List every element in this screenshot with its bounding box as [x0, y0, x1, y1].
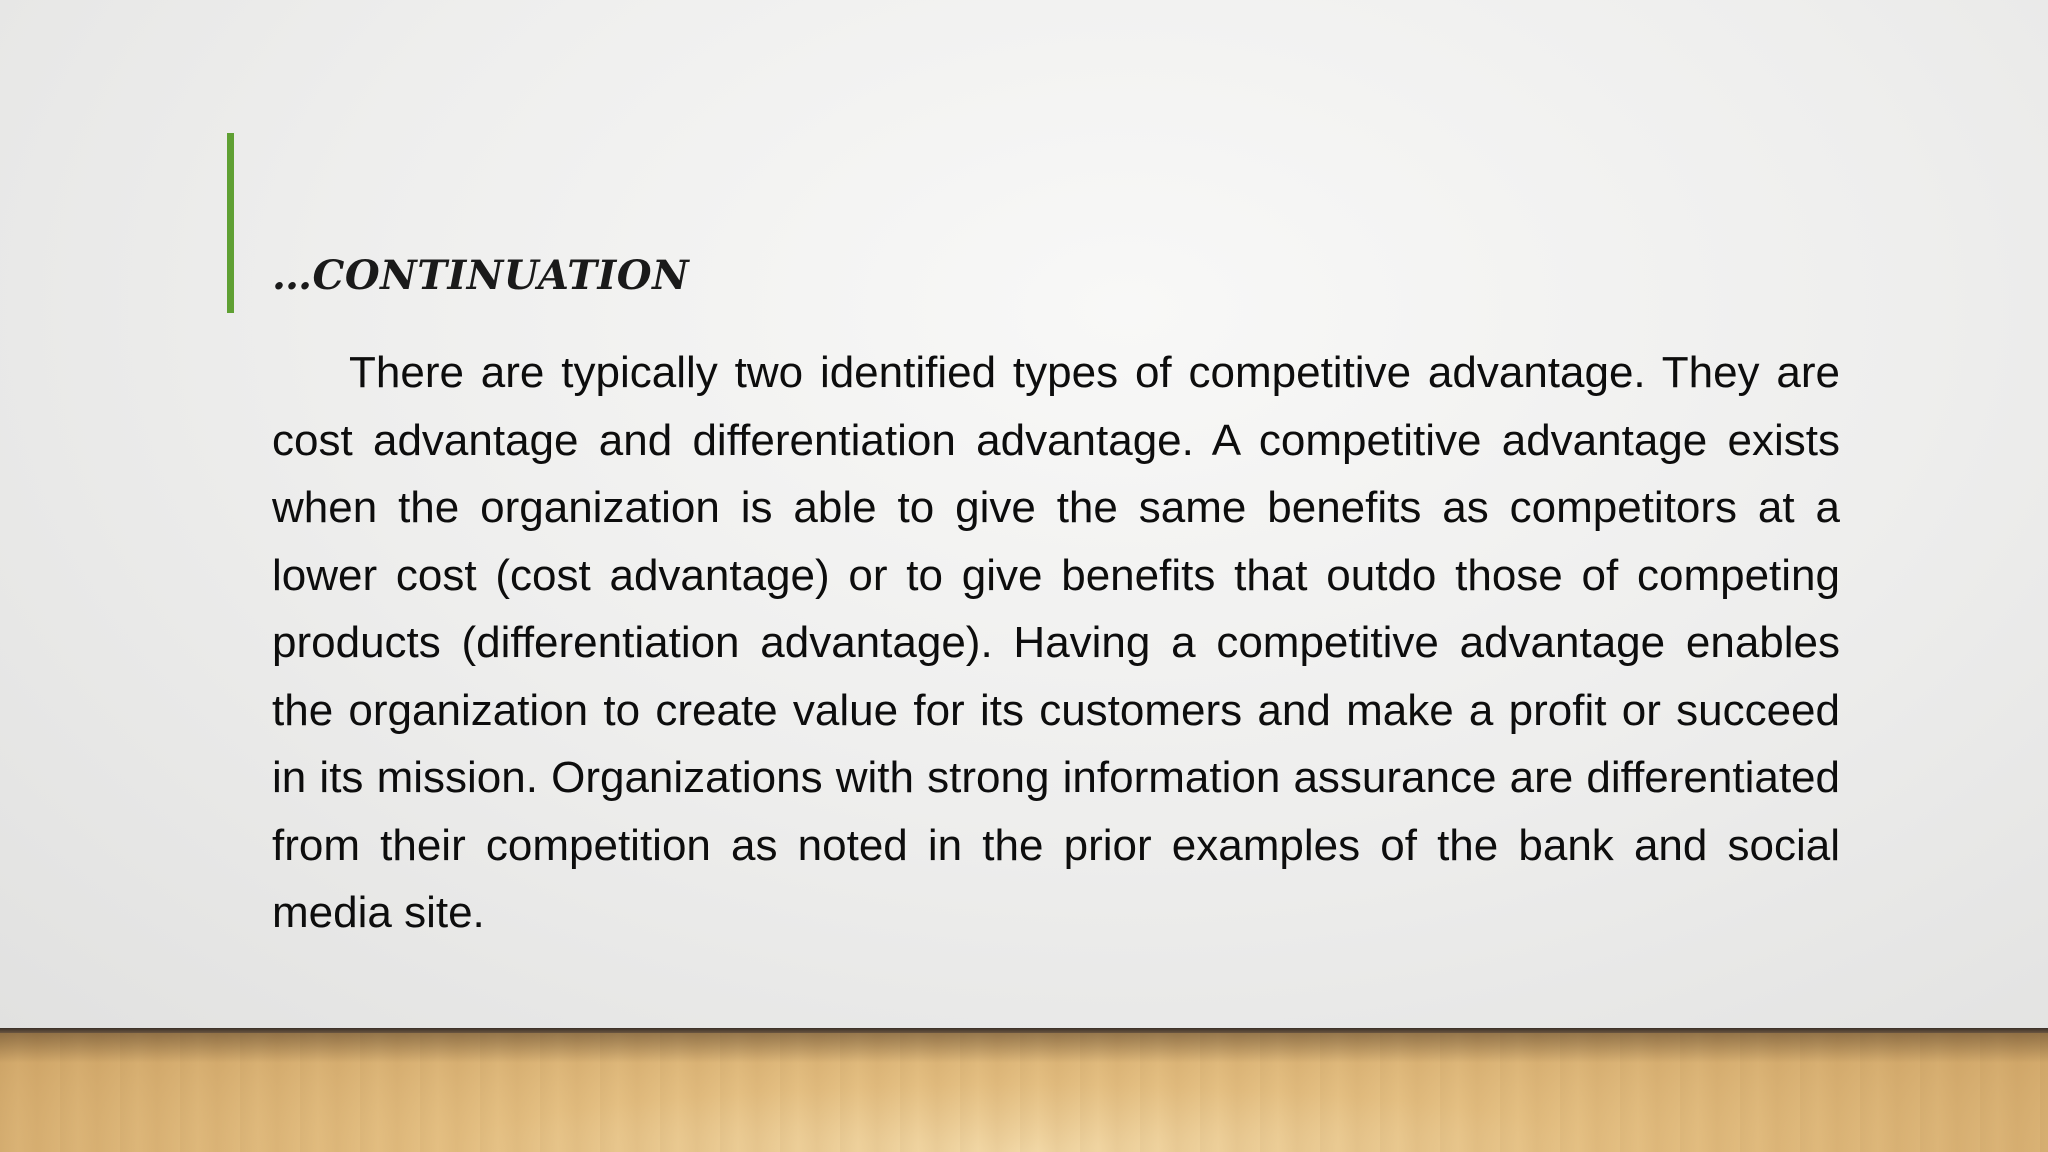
floor-shadow — [0, 1033, 2048, 1063]
title-accent-bar — [227, 133, 234, 313]
slide-title: …CONTINUATION — [272, 252, 690, 299]
slide-body-text: There are typically two identified types of competitive advantage. They are cost advantage and differentiation advantage. A competitive advantage exists when the organization is able to give the same benefits as competitors at a lower cost (cost advantage) or to give benefits that outdo those of competing products (differentiation advantage). Having a competitive advantage enables the organization to create value for its customers and make a profit or succeed in its mission. Organizations with strong information assurance are differentiated from their competition as noted in the prior examples of the bank and social media site. — [272, 348, 1840, 937]
